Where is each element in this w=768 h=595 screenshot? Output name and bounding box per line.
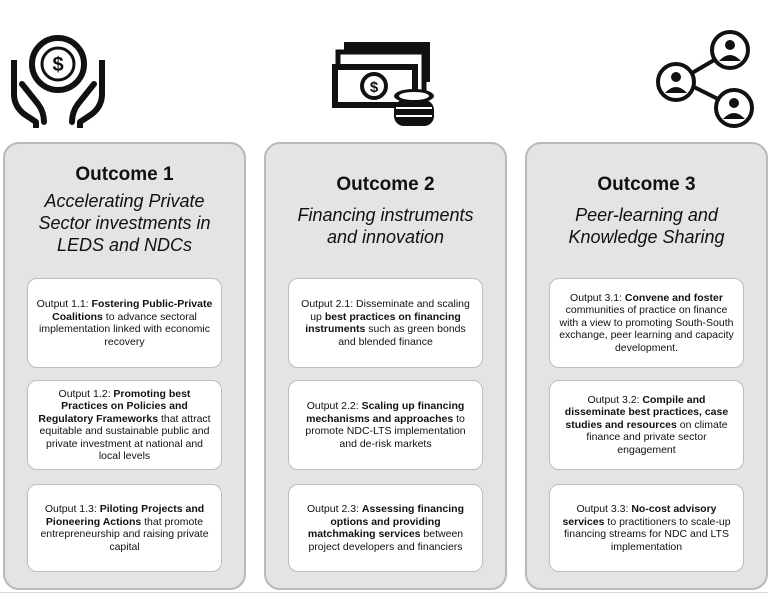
outcome-3-subtitle: Peer-learning and Knowledge Sharing <box>568 205 725 247</box>
output-1-2-card: Output 1.2: Promoting best Practices on Policies and Regulatory Frameworks that attract equitable and sustainable public and private investment at national and local levels <box>27 380 222 470</box>
divider <box>0 592 768 593</box>
output-3-1-card: Output 3.1: Convene and foster communities of practice on finance with a view to promoting South-South exchange, peer learning and capacity development. <box>549 278 744 368</box>
outcome-2-subtitle: Financing instruments and innovation <box>297 205 474 247</box>
outcome-1-subtitle: Accelerating Private Sector investments in LEDS and NDCs <box>38 191 211 255</box>
outcome-2-title: Outcome 2 <box>336 174 435 195</box>
outcome-3-panel <box>525 142 768 590</box>
output-2-3-card: Output 2.3: Assessing financing options and providing matchmaking services between project developers and financiers <box>288 484 483 572</box>
output-1-3-card: Output 1.3: Piloting Projects and Pioneering Actions that promote entrepreneurship and raising private capital <box>27 484 222 572</box>
outcome-2-panel <box>264 142 507 590</box>
people-network-icon <box>652 28 758 134</box>
output-3-2-card: Output 3.2: Compile and disseminate best practices, case studies and resources on climate finance and private sector engagement <box>549 380 744 470</box>
outcome-1-panel <box>3 142 246 590</box>
output-2-2-card: Output 2.2: Scaling up financing mechanisms and approaches to promote NDC-LTS implementation and de-risk markets <box>288 380 483 470</box>
svg-text:$: $ <box>369 79 379 96</box>
hands-coin-icon <box>8 22 108 132</box>
outcome-1-title: Outcome 1 <box>75 164 174 185</box>
svg-text:$: $ <box>52 54 64 76</box>
outcome-3-title: Outcome 3 <box>597 174 696 195</box>
cash-coins-icon <box>330 38 438 130</box>
output-3-3-card: Output 3.3: No-cost advisory services to practitioners to scale-up financing streams for NDC and LTS implementation <box>549 484 744 572</box>
output-1-1-card: Output 1.1: Fostering Public-Private Coalitions to advance sectoral implementation linked with economic recovery <box>27 278 222 368</box>
output-2-1-card: Output 2.1: Disseminate and scaling up best practices on financing instruments such as green bonds and blended finance <box>288 278 483 368</box>
